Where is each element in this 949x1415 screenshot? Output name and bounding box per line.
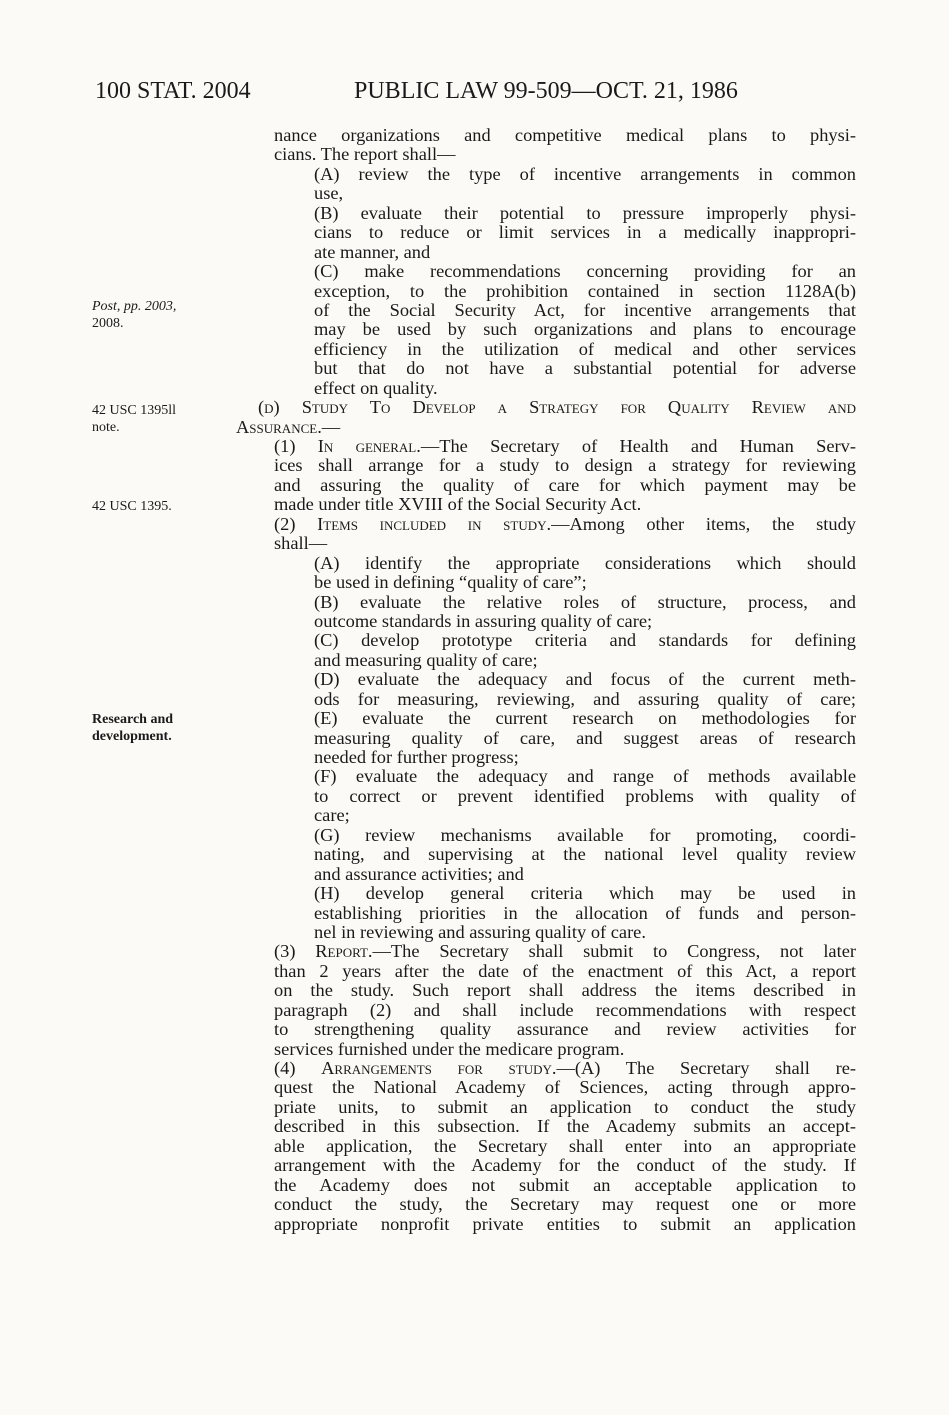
run-in-heading: Report.— [315, 942, 391, 962]
margin-note-post-line2: 2008. [92, 316, 124, 331]
margin-note-research-line2: development. [92, 729, 172, 744]
text-line: nel in reviewing and assuring quality of care. [314, 922, 646, 942]
run-in-heading: Arrangements for study.— [321, 1059, 575, 1078]
text-line: effect on quality. [314, 378, 438, 398]
text-line: be used in defining “quality of care”; [314, 573, 587, 593]
text-line: but that do not have a substantial potential for adverse [314, 359, 856, 379]
text-line: paragraph (2) and shall include recommendations with respect [274, 1000, 856, 1020]
text-line: (E) evaluate the current research on methodologies for [314, 709, 856, 729]
text-line: of the Social Security Act, for incentive arrangements that [314, 300, 856, 320]
text-line: (3) Report.—The Secretary shall submit to Congress, not later [274, 942, 856, 962]
text-line: nating, and supervising at the national level quality review [314, 845, 856, 865]
text-line: made under title XVIII of the Social Security Act. [274, 495, 642, 515]
text-line: to strengthening quality assurance and review activities for [274, 1020, 856, 1040]
text-line: ods for measuring, reviewing, and assuring quality of care; [314, 689, 856, 709]
text-line: care; [314, 806, 350, 826]
text-line: priate units, to submit an application to conduct the study [274, 1097, 856, 1117]
text-line: cians to reduce or limit services in a medically inappropri- [314, 223, 856, 243]
text-line: measuring quality of care, and suggest areas of research [314, 728, 856, 748]
text-line: ate manner, and [314, 242, 431, 262]
margin-note-research [92, 711, 173, 745]
text-line: (H) develop general criteria which may be used in [314, 884, 856, 904]
text-line: exception, to the prohibition contained in section 1128A(b) [314, 281, 856, 301]
text-line: described in this subsection. If the Academy submits an accept- [274, 1117, 856, 1137]
text-line: (1) In general.—The Secretary of Health and Human Serv- [274, 437, 856, 456]
text-line: (2) Items included in study.—Among other items, the study [274, 514, 856, 534]
margin-note-usc-1395ll [92, 402, 176, 436]
margin-note-usc-1395 [92, 498, 172, 515]
text-line: (G) review mechanisms available for promoting, coordi- [314, 825, 856, 845]
text-line: needed for further progress; [314, 748, 519, 767]
margin-note-usc-1395-line1: 42 USC 1395. [92, 499, 172, 514]
text-line: cians. The report shall— [274, 145, 456, 165]
text-line: and measuring quality of care; [314, 650, 538, 670]
text-line: establishing priorities in the allocation of funds and person- [314, 903, 856, 923]
text-line: (F) evaluate the adequacy and range of methods available [314, 767, 856, 787]
run-in-heading: Items included in study.— [317, 514, 570, 534]
text-line: to correct or prevent identified problems with quality of [314, 786, 856, 806]
text-line: (C) develop prototype criteria and standards for defining [314, 631, 856, 651]
section-heading: (d) Study To Develop a Strategy for Quality Review and [258, 398, 856, 418]
margin-note-post [92, 298, 176, 332]
text-line: (4) Arrangements for study.—(A) The Secretary shall re- [274, 1059, 856, 1078]
text-line: outcome standards in assuring quality of care; [314, 611, 653, 631]
text-line: able application, the Secretary shall enter into an appropriate [274, 1136, 856, 1156]
text-line: appropriate nonprofit private entities to submit an application [274, 1214, 856, 1234]
statute-text [236, 126, 856, 1234]
text-line: conduct the study, the Secretary may request one or more [274, 1195, 856, 1215]
section-heading: Assurance.— [236, 417, 341, 437]
text-line: (D) evaluate the adequacy and focus of the current meth- [314, 670, 856, 690]
margin-note-usc-1395ll-line2: note. [92, 420, 120, 435]
text-line: (B) evaluate their potential to pressure improperly physi- [314, 203, 856, 223]
margin-note-usc-1395ll-line1: 42 USC 1395ll [92, 403, 177, 418]
stat-page-number: 100 STAT. 2004 [95, 78, 251, 104]
text-line: may be used by such organizations and plans to encourage [314, 320, 856, 340]
page-title: PUBLIC LAW 99-509—OCT. 21, 1986 [354, 78, 738, 104]
run-in-heading: In general.— [317, 437, 440, 456]
text-line: efficiency in the utilization of medical and other services [314, 339, 856, 359]
text-line: and assuring the quality of care for which payment may be [274, 475, 856, 495]
text-line: than 2 years after the date of the enactment of this Act, a report [274, 961, 856, 981]
text-line: nance organizations and competitive medical plans to physi- [274, 126, 856, 145]
text-line: arrangement with the Academy for the conduct of the study. If [274, 1156, 856, 1176]
text-line: use, [314, 184, 344, 204]
text-line: ices shall arrange for a study to design a strategy for reviewing [274, 456, 856, 476]
margin-note-post-line1: Post, pp. 2003, [92, 299, 177, 314]
text-line: (A) review the type of incentive arrangements in common [314, 164, 856, 184]
text-line: the Academy does not submit an acceptable application to [274, 1175, 856, 1195]
text-line: (C) make recommendations concerning providing for an [314, 262, 856, 282]
text-line: and assurance activities; and [314, 864, 524, 884]
text-line: (A) identify the appropriate considerations which should [314, 553, 856, 573]
text-line: quest the National Academy of Sciences, acting through appro- [274, 1078, 856, 1098]
text-line: shall— [274, 534, 328, 554]
margin-note-research-line1: Research and [92, 712, 174, 727]
text-line: (B) evaluate the relative roles of structure, process, and [314, 592, 856, 612]
text-line: on the study. Such report shall address the items described in [274, 981, 856, 1001]
text-line: services furnished under the medicare program. [274, 1039, 625, 1059]
